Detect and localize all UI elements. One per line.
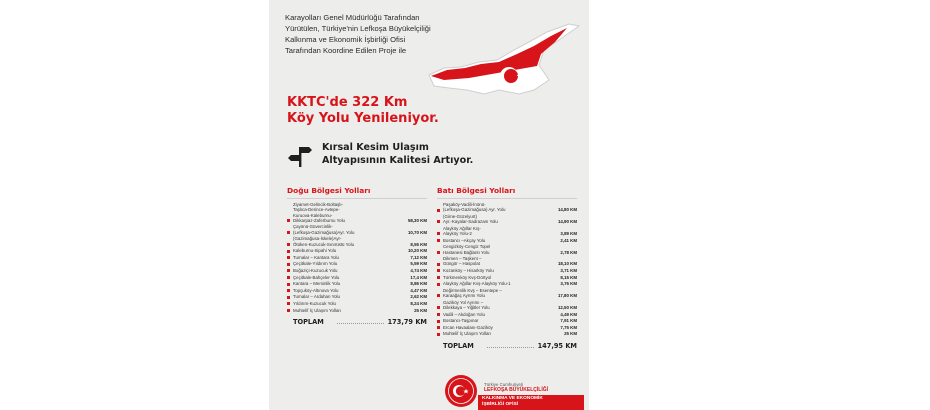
road-name: Bostancı-Taşpınar bbox=[443, 318, 479, 324]
road-row bbox=[437, 226, 577, 237]
total-value: 147,95 KM bbox=[537, 341, 577, 350]
road-name: Gaziköy Yol Ayrımı – Dilekkaya – Yiğitler Yolu bbox=[443, 299, 490, 311]
road-name: Kantara – Mersinlik Yolu bbox=[293, 281, 341, 287]
road-row bbox=[437, 288, 577, 299]
road-length: 2,78 KM bbox=[560, 249, 577, 255]
road-length: 17,4 KM bbox=[410, 274, 427, 280]
bullet-marker bbox=[437, 276, 440, 279]
road-length: 3,71 KM bbox=[560, 268, 577, 274]
road-length: 8,24 KM bbox=[410, 301, 427, 307]
west-total bbox=[437, 342, 577, 350]
road-row bbox=[287, 288, 427, 293]
road-row bbox=[437, 281, 577, 286]
road-name: Turnalar – Ardahan Yolu bbox=[293, 294, 340, 300]
road-row bbox=[287, 261, 427, 266]
road-row bbox=[287, 255, 427, 260]
road-row bbox=[287, 248, 427, 253]
bullet-marker bbox=[437, 220, 440, 223]
bullet-marker bbox=[287, 231, 290, 234]
road-length: 8,55 KM bbox=[410, 241, 427, 247]
total-leader bbox=[337, 319, 384, 324]
poster bbox=[269, 0, 589, 410]
road-length: 2,62 KM bbox=[410, 294, 427, 300]
bullet-marker bbox=[287, 283, 290, 286]
office-line: İŞBİRLİĞİ OFİSİ bbox=[482, 402, 518, 407]
road-length: 2,41 KM bbox=[560, 237, 577, 243]
road-length: 8,15 KM bbox=[560, 274, 577, 280]
intro-line: Karayolları Genel Müdürlüğü Tarafından bbox=[285, 13, 420, 22]
bullet-marker bbox=[287, 219, 290, 222]
road-name: Paşaköy-Vadili-İnönü- (Lefkoşa-Gazimağusa) Ayr. Yolu bbox=[443, 202, 506, 213]
road-name: Türkmenköy Kvş-Dörtyol bbox=[443, 274, 492, 280]
intro-line: Yürütülen, Türkiye'nin Lefkoşa Büyükelçiliği bbox=[285, 24, 431, 33]
road-length: 3,89 KM bbox=[560, 231, 577, 237]
intro-line: Tarafından Koordine Edilen Proje ile bbox=[285, 46, 407, 55]
bullet-marker bbox=[287, 250, 290, 253]
east-rows bbox=[287, 202, 427, 313]
road-name: Bostancı –Akçay Yolu bbox=[443, 237, 486, 243]
road-row bbox=[287, 301, 427, 306]
subheadline bbox=[322, 141, 473, 167]
bullet-marker bbox=[437, 313, 440, 316]
road-name: Topçuköy-Altınova Yolu bbox=[293, 287, 339, 293]
road-length: 18,10 KM bbox=[557, 261, 577, 267]
road-row bbox=[287, 268, 427, 273]
road-row bbox=[437, 318, 577, 323]
road-name: Kozanköy – Hisarköy Yolu bbox=[443, 268, 494, 274]
road-length: 14,80 KM bbox=[557, 207, 577, 213]
bullet-marker bbox=[287, 289, 290, 292]
total-label: TOPLAM bbox=[443, 341, 474, 350]
bullet-marker bbox=[437, 306, 440, 309]
subheadline-line: Kırsal Kesim Ulaşım bbox=[322, 142, 429, 153]
road-length: 3,76 KM bbox=[560, 281, 577, 287]
bullet-marker bbox=[437, 283, 440, 286]
road-name: Çeçitkale-Bahçeler Yolu bbox=[293, 274, 340, 280]
road-name: Muhtelif İç Ulaşım Yolları bbox=[293, 307, 342, 313]
bullet-marker bbox=[437, 320, 440, 323]
road-length: 58,30 KM bbox=[407, 217, 427, 223]
road-length: 17,80 KM bbox=[557, 293, 577, 299]
road-row bbox=[287, 236, 427, 247]
bullet-marker bbox=[287, 309, 290, 312]
road-length: 7,75 KM bbox=[560, 324, 577, 330]
bullet-marker bbox=[437, 251, 440, 254]
bullet-marker bbox=[287, 296, 290, 299]
east-region-list bbox=[287, 186, 427, 326]
intro-line: Kalkınma ve Ekonomik İşbirliği Ofisi bbox=[285, 35, 406, 44]
embassy-logo-icon bbox=[444, 374, 478, 408]
road-length: 25 KM bbox=[414, 307, 427, 313]
total-value: 173,79 KM bbox=[387, 317, 427, 326]
road-name: Vadili – Akdoğan Yolu bbox=[443, 311, 485, 317]
road-name: Ercan Havaalanı-Gaziköy bbox=[443, 324, 493, 330]
road-name: Çayönü-Güvercinlik- (Lefkoşa-Gazimağusa)Ayr. Yolu bbox=[293, 224, 355, 235]
west-region-list bbox=[437, 186, 577, 350]
office-line: KALKINMA VE EKONOMİK bbox=[482, 396, 543, 401]
bullet-marker bbox=[287, 243, 290, 246]
subheadline-line: Altyapısının Kalitesi Artıyor. bbox=[322, 155, 474, 166]
road-row bbox=[437, 268, 577, 273]
bullet-marker bbox=[437, 209, 440, 212]
road-row bbox=[287, 281, 427, 286]
headline-line: Köy Yolu Yenileniyor. bbox=[287, 111, 439, 126]
west-region-title: Batı Bölgesi Yolları bbox=[437, 186, 577, 199]
road-row bbox=[437, 331, 577, 336]
road-length: 7,12 KM bbox=[410, 254, 427, 260]
road-length: 7,91 KM bbox=[560, 318, 577, 324]
total-label: TOPLAM bbox=[293, 317, 324, 326]
road-name: (Girne-Güzelyurt) Ayr.-Kayalar-Sadrazam Yolu bbox=[443, 213, 498, 225]
road-length: 14,90 KM bbox=[557, 219, 577, 225]
bullet-marker bbox=[437, 239, 440, 242]
road-row bbox=[437, 244, 577, 255]
road-row bbox=[437, 238, 577, 243]
road-row bbox=[287, 275, 427, 280]
footer-logo-block bbox=[444, 368, 584, 410]
bullet-marker bbox=[287, 256, 290, 259]
org-line1: Türkiye Cumhuriyeti bbox=[484, 382, 524, 387]
road-row bbox=[437, 256, 577, 267]
road-length: 12,50 KM bbox=[557, 305, 577, 311]
road-name: Boğaziçi-Kuzucuk Yolu bbox=[293, 268, 338, 274]
road-row bbox=[437, 275, 577, 280]
bullet-marker bbox=[437, 333, 440, 336]
road-name: Çeçitkale-Yıldırım Yolu bbox=[293, 261, 338, 267]
road-name: Dikmen – Taşkent – Güngör – Haspolat bbox=[443, 256, 482, 267]
office-name bbox=[478, 395, 584, 410]
road-length: 10,70 KM bbox=[407, 229, 427, 235]
total-leader bbox=[487, 343, 534, 348]
road-length: 8,86 KM bbox=[410, 281, 427, 287]
subheadline-block bbox=[287, 138, 577, 174]
road-name: Muhtelif İç Ulaşım Yolları bbox=[443, 331, 492, 337]
headline bbox=[287, 95, 439, 127]
road-length: 10,20 KM bbox=[407, 248, 427, 254]
bullet-marker bbox=[287, 263, 290, 266]
road-sign-icon bbox=[287, 143, 313, 169]
road-name: Değirmenlik Kvş – Esentepe – Karaağaç Ayrımı Yolu bbox=[443, 287, 502, 299]
road-name: Turnalar – Kantara Yolu bbox=[293, 254, 339, 260]
bullet-marker bbox=[437, 326, 440, 329]
road-length: 5,59 KM bbox=[410, 261, 427, 267]
road-name: Kaleburnu-Sipahi Yolu bbox=[293, 248, 337, 254]
bullet-marker bbox=[287, 269, 290, 272]
road-name: Ziyamet-Gelincik-Boltaşlı- Taşlıca-Derince-Avtepe- Kuruova-Kaleburnu- Dikkarpaz-Zaferburnu Yolu bbox=[293, 202, 345, 223]
road-name: Cengizköy-Cengiz Topel Hastanesi Bağlantı Yolu bbox=[443, 244, 491, 255]
east-total bbox=[287, 318, 427, 326]
east-region-title: Doğu Bölgesi Yolları bbox=[287, 186, 427, 199]
road-length: 4,47 KM bbox=[410, 287, 427, 293]
road-name: Yıldırım-Kuzucuk Yolu bbox=[293, 301, 336, 307]
road-row bbox=[437, 214, 577, 225]
bullet-marker bbox=[437, 232, 440, 235]
headline-line: KKTC'de 322 Km bbox=[287, 95, 408, 110]
road-name: Alayköy Ağıllar Kış- Alayköy Yolu-2 bbox=[443, 225, 481, 237]
road-row bbox=[287, 224, 427, 235]
bullet-marker bbox=[437, 269, 440, 272]
road-name: Alayköy Ağıllar Kvş-Alayköy Yolu-1 bbox=[443, 281, 511, 287]
road-row bbox=[437, 300, 577, 311]
road-row bbox=[437, 325, 577, 330]
road-row bbox=[287, 202, 427, 223]
bullet-marker bbox=[287, 276, 290, 279]
road-length: 4,49 KM bbox=[560, 311, 577, 317]
road-name: (Gazimağusa-İskele)Ayr- Ötüken-Kuzucuk-Sınırüstü Yolu bbox=[293, 236, 355, 247]
road-length: 25 KM bbox=[564, 331, 577, 337]
road-row bbox=[287, 308, 427, 313]
road-row bbox=[287, 294, 427, 299]
bullet-marker bbox=[437, 294, 440, 297]
org-line2: LEFKOŞA BÜYÜKELÇİLİĞİ bbox=[484, 387, 548, 393]
bullet-marker bbox=[437, 263, 440, 266]
road-row bbox=[437, 312, 577, 317]
west-rows bbox=[437, 202, 577, 337]
road-length: 4,74 KM bbox=[410, 268, 427, 274]
bullet-marker bbox=[287, 302, 290, 305]
road-row bbox=[437, 202, 577, 213]
